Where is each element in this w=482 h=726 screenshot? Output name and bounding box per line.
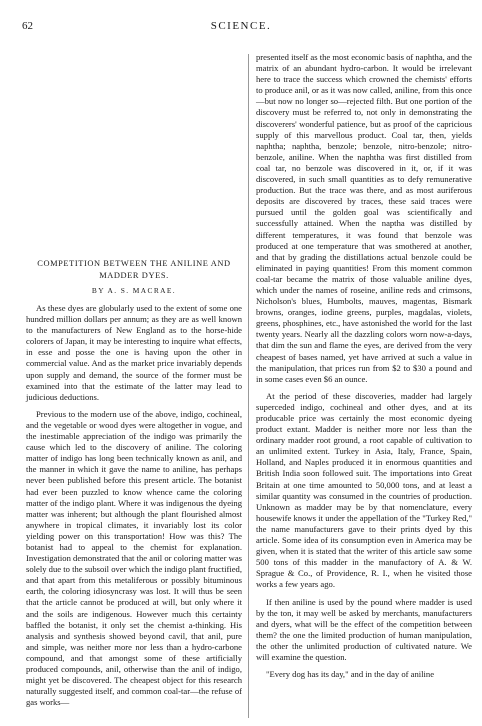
right-column <box>256 52 472 686</box>
article-title: COMPETITION BETWEEN THE ANILINE AND MADDER DYES. <box>37 259 231 280</box>
running-header <box>0 20 482 34</box>
paragraph: As these dyes are globularly used to the extent of some one hundred million dollars per annum; as they are as well known to the manufacturers of New England as to the horse-hide colorers of Japan, it may be interesting to inquire what effects, in esse and posse the one is having upon the other in commercial value. And as the market price invariably depends upon supply and demand, the source of the former must be examined into that the estimate of the latter may lead to judicious deductions. <box>26 303 242 402</box>
page-number: 62 <box>22 20 33 32</box>
paragraph: Previous to the modern use of the above, indigo, cochineal, and the vegetable or wood dyes were altogether in vogue, and the inestimable appreciation of the indigo was primarily the cause which led to the discovery of aniline. The coloring matter of indigo has long been technically known as anil, and the manner in which it gave the name to aniline, has perhaps never been published before this present article. The botanist had ever been puzzled to know whence came the coloring matter of the indigo plant. Where it was indigenous the dyeing matter was inherent; but although the plant flourished almost anywhere in tropical climates, it invariably lost its color yielding power on this transportation! How was this? The botanist had to appeal to the chemist for explanation. Investigation demonstrated that the anil or coloring matter was solely due to the subsoil over which the indigo plant fructified, and that apart from this metaliferous or possibly bituminous earth, the coloring idiosyncrasy was lost. It will thus be seen that the article cannot be produced at will, but only where it and the soils are indigenous. However much this certainty baffled the botanist, it only set the chemist a-thinking. His analysis and synthesis showed beyond cavil, that anil, pure and simple, was neither more nor less than a hydro-carbone compound, and that amongst some of these artificially produced compounds, anil, otherwise than the anil of indigo, might yet be discovered. The cheapest object for this research naturally suggested itself, and common coal-tar—the refuse of gas works— <box>26 408 242 708</box>
paragraph: If then aniline is used by the pound where madder is used by the ton, it may well be asked by merchants, manufacturers and dyers, what will be the effect of the competition between them? the one the limited production of human manipulation, the other the unlimited production of cultivated nature. We will examine the question. <box>256 596 472 662</box>
paragraph: At the period of these discoveries, madder had largely superceded indigo, cochineal and other dyes, and at its producable price was certainly the most economic dyeing product extant. Madder is neither more nor less than the ordinary madder root ground, a root capable of cultivation to an unlimited extent. Turkey in Asia, Italy, France, Spain, Holland, and Naples produced it in enormous quantities and British India soon followed suit. The importations into Great Britain at one time amounted to 50,000 tons, and at least a similar quantity was consumed in the countries of production. Unknown as madder may be by that nomenclature, every housewife knows it under the appellation of the "Turkey Red," the name manufacturers gave to their prints dyed by this article. Some idea of its consumption even in America may be given, when it is stated that the writer of this article saw some 500 tons of this madder in the manufactory of A. & W. Sprague & Co., of Providence, R. I., when he visited those works a few years ago. <box>256 390 472 590</box>
paragraph: presented itself as the most economic basis of naphtha, and the matrix of an abundant hydro-carbon. It would be irrelevant here to trace the success which crowned the chemists' efforts to produce anil, or as it was now called, aniline, from this once—but now no longer so—rejected filth. But one portion of the discovery must be referred to, not only in demonstrating the discoverers' wonderful patience, but as proof of the capricious supply of this marvellous product. Coal tar, then, yields naphtha; naphtha, benzole; benzole, nitro-benzole; nitro-benzole, aniline. When the naphtha was first distilled from coal tar, no benzole was discovered in it, or, if it was discovered, in such small quantities as to defy remunerative production. But the trace was there, and as most auriferous deposits are discovered by traces, these said traces were pursued until the golden goal was scientifically and successfully attained. When the naptha was distilled by different temperatures, it was found that benzole was produced at one temperature that was smothered at another, and that by grading the distillations actual benzole could be eliminated in paying quantities! From this moment common coal-tar became the matrix of those valuable aniline dyes, which under the names of roseine, aniline reds and crimsons, Nicholson's blues, Humbolts, mauves, magentas, Bismark browns, oranges, iodine greens, purples, magdalas, violets, greens, phosphines, etc., have astonished the world for the last twenty years. Nearly all the dazzling colors worn now-a-days, that dim the sun and flame the eyes, are derived from the very cheapest of bases named, yet have arrived at such a value in the manipulation, that prices run from $2 to $30 a pound and in some cases even $6 an ounce. <box>256 52 472 384</box>
paragraph: "Every dog has its day," and in the day of aniline <box>266 669 435 680</box>
journal-title: SCIENCE. <box>210 20 272 32</box>
left-column <box>26 258 242 714</box>
column-divider <box>248 54 249 718</box>
article-byline: BY A. S. MACRAE. <box>91 286 177 295</box>
